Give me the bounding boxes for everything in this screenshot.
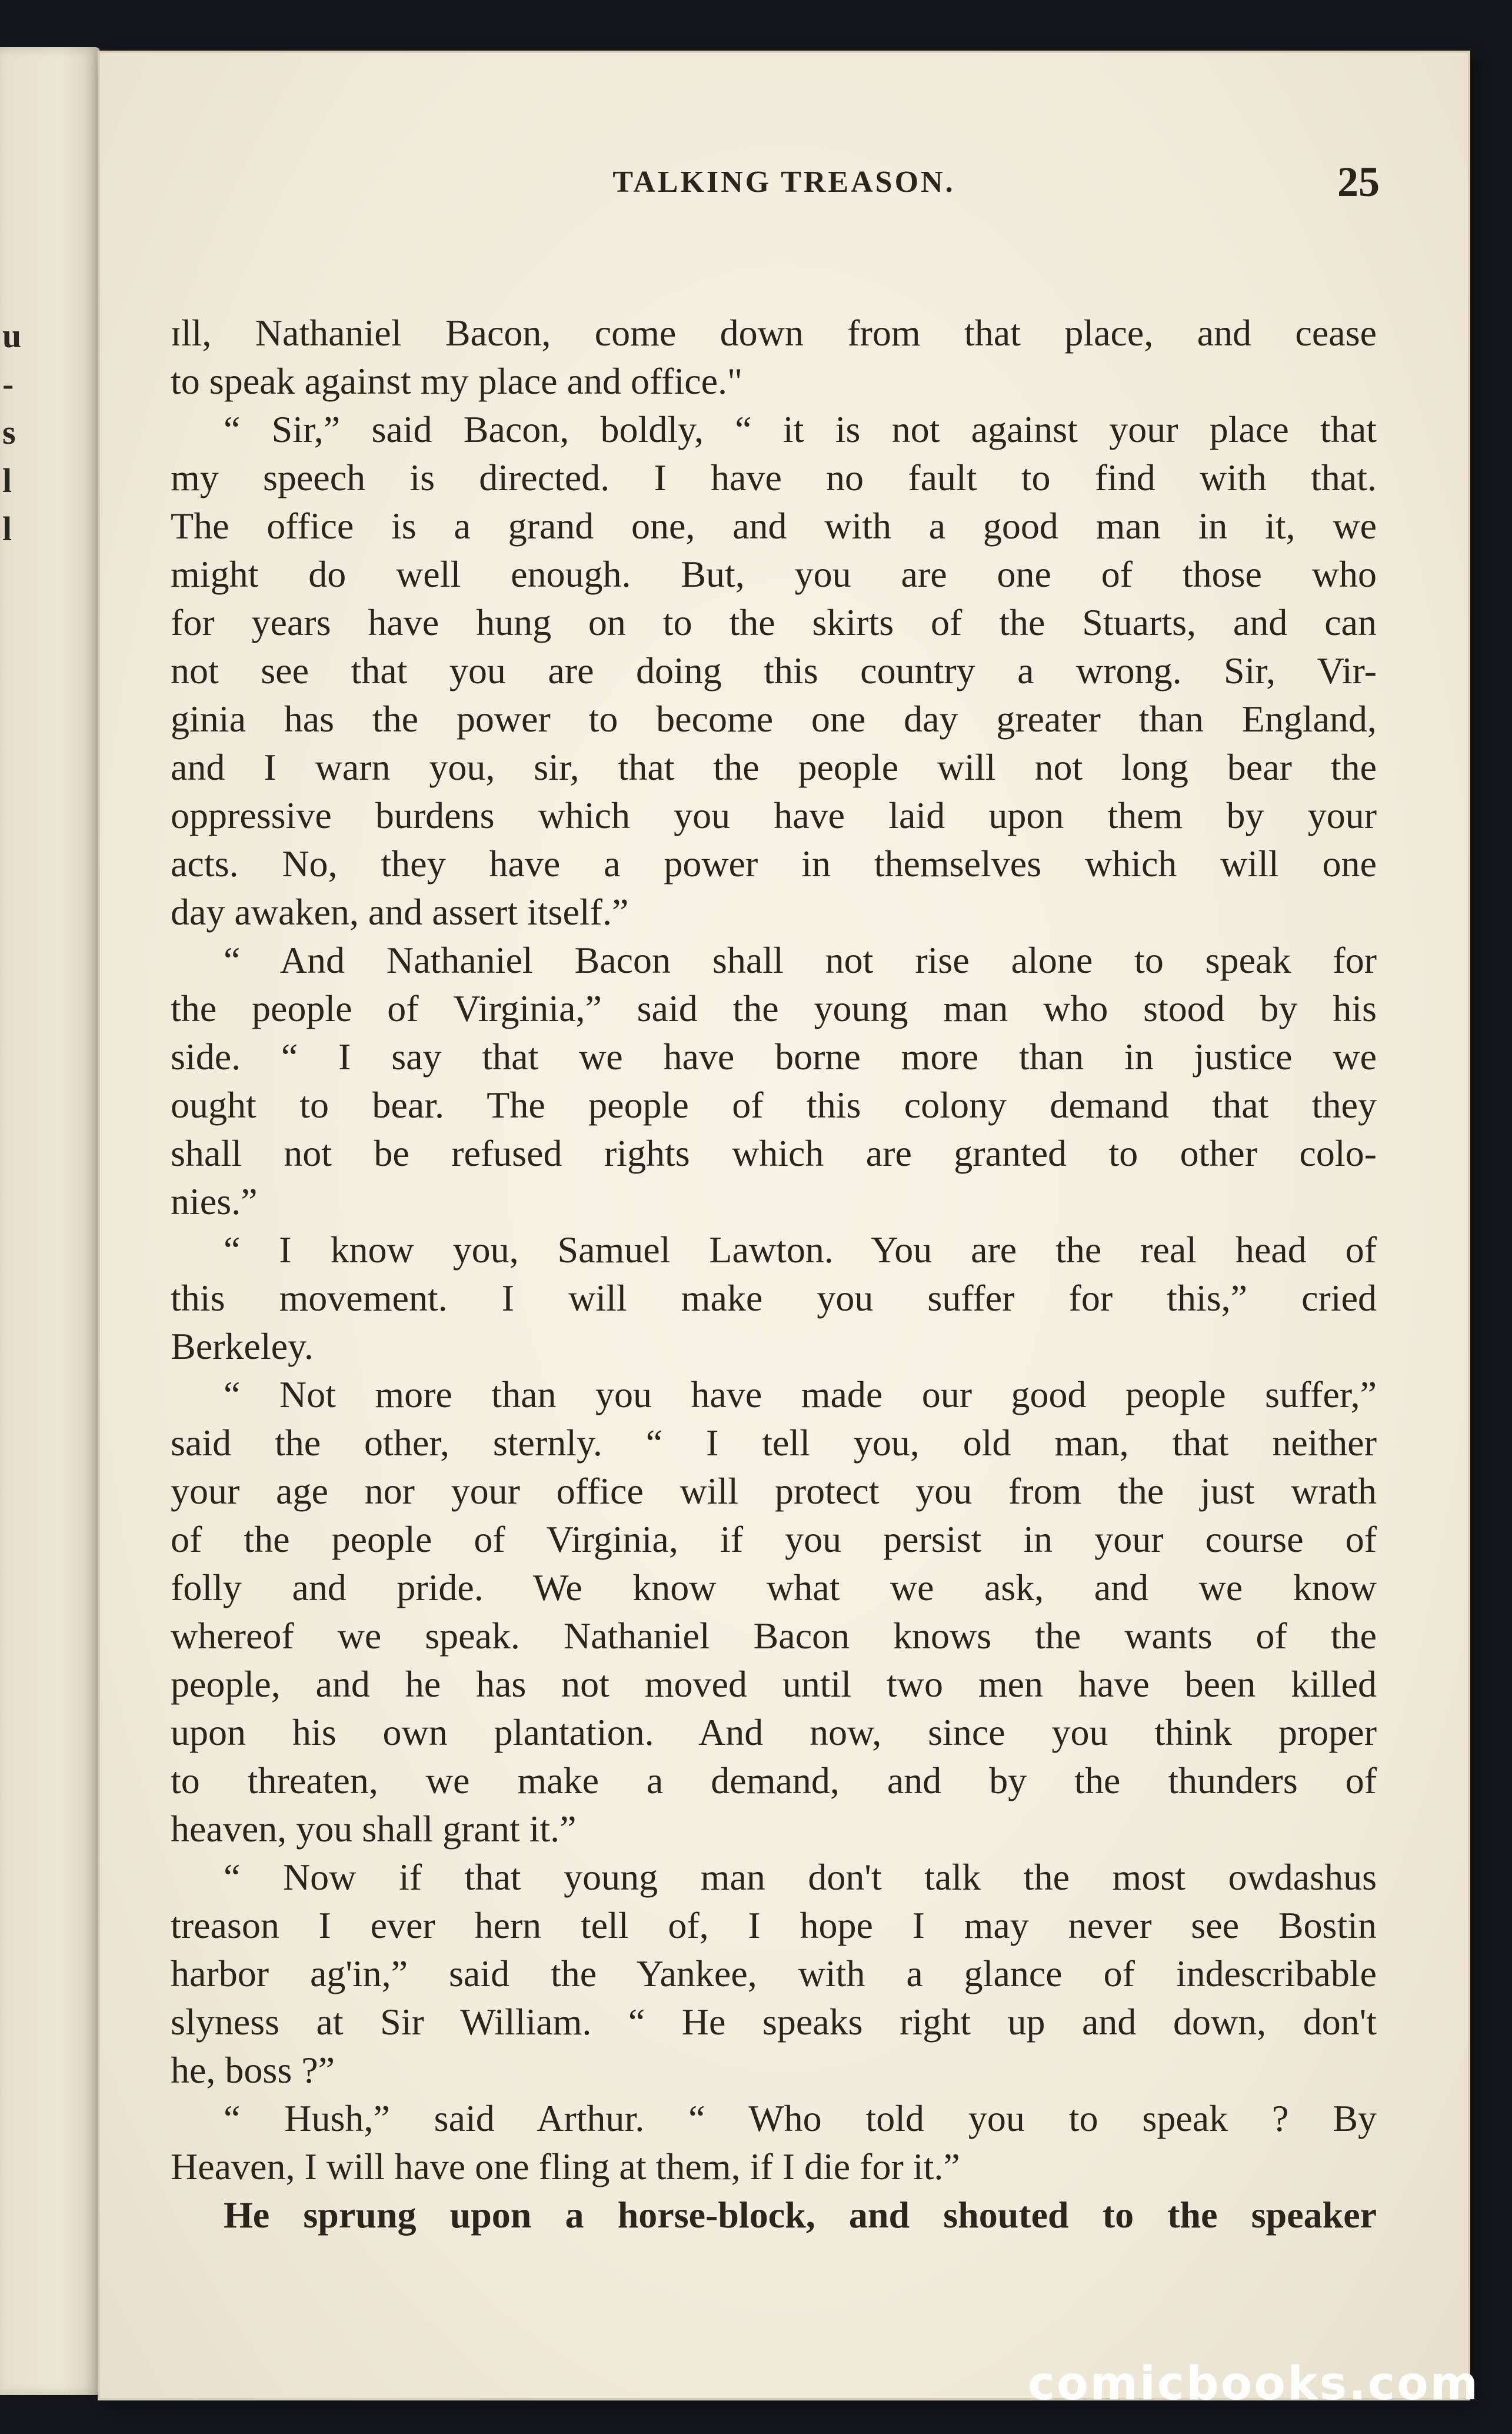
text-line: my speech is directed. I have no fault to find with that. [171,457,1377,498]
watermark-text: comicbooks.com [1027,2357,1480,2410]
text-line: ɪll, Nathaniel Bacon, come down from that place, and cease [171,312,1377,354]
book-page [100,53,1468,2398]
text-line: “ I know you, Samuel Lawton. You are the real head of [224,1229,1377,1271]
left-page-edge [0,47,100,2395]
left-fragment: - [2,365,14,403]
text-line: “ Sir,” said Bacon, boldly, “ it is not against your place that [224,408,1377,450]
left-fragment: l [2,461,12,500]
text-line: this movement. I will make you suffer for this,” cried [171,1277,1377,1319]
text-line: heaven, you shall grant it.” [171,1808,577,1850]
page-number: 25 [1337,158,1380,205]
page-body-text [171,309,1377,2239]
text-line: folly and pride. We know what we ask, and we know [171,1567,1377,1608]
text-line: slyness at Sir William. “ He speaks right up and down, don't [171,2001,1377,2043]
text-line: “ Now if that young man don't talk the most owdashus [224,1856,1377,1898]
text-line: nies.” [171,1181,258,1222]
text-line: Berkeley. [171,1325,314,1367]
text-line: of the people of Virginia, if you persist in your course of [171,1518,1377,1560]
text-line: and I warn you, sir, that the people will not long bear the [171,746,1377,788]
text-line: oppressive burdens which you have laid upon them by your [171,794,1377,836]
text-line: the people of Virginia,” said the young man who stood by his [171,987,1377,1029]
page-header [100,158,1468,218]
text-line: might do well enough. But, you are one of those who [171,553,1377,595]
text-line: Heaven, I will have one fling at them, if I die for it.” [171,2146,960,2187]
text-line: people, and he has not moved until two men have been killed [171,1663,1377,1705]
left-fragment: l [2,510,12,548]
text-line: treason I ever hern tell of, I hope I may never see Bostin [171,1904,1377,1946]
text-line: day awaken, and assert itself.” [171,891,629,933]
left-fragment: u [2,317,22,355]
text-line: for years have hung on to the skirts of the Stuarts, and can [171,601,1377,643]
running-head: TALKING TREASON. [612,165,955,199]
text-line: ought to bear. The people of this colony demand that they [171,1084,1377,1126]
text-line: he, boss ?” [171,2049,335,2091]
text-line: The office is a grand one, and with a good man in it, we [171,505,1377,547]
text-line: acts. No, they have a power in themselves which will one [171,843,1377,885]
text-line: “ Hush,” said Arthur. “ Who told you to speak ? By [224,2097,1377,2139]
left-page-text-fragments [0,312,24,553]
text-line: “ And Nathaniel Bacon shall not rise alone to speak for [224,939,1377,981]
text-line: whereof we speak. Nathaniel Bacon knows the wants of the [171,1615,1377,1657]
text-line: He sprung upon a horse-block, and shouted to the speaker [224,2194,1377,2236]
left-fragment: s [2,413,16,451]
text-line: shall not be refused rights which are granted to other colo- [171,1132,1377,1174]
text-line: side. “ I say that we have borne more than in justice we [171,1036,1377,1078]
text-line: your age nor your office will protect you from the just wrath [171,1470,1377,1512]
text-line: “ Not more than you have made our good people suffer,” [224,1374,1377,1415]
text-line: harbor ag'in,” said the Yankee, with a glance of indescribable [171,1953,1377,1994]
text-line: to speak against my place and office." [171,360,743,402]
text-line: to threaten, we make a demand, and by the thunders of [171,1760,1377,1801]
text-line: ginia has the power to become one day greater than England, [171,698,1377,740]
text-line: upon his own plantation. And now, since you think proper [171,1711,1377,1753]
text-line: not see that you are doing this country a wrong. Sir, Vir- [171,650,1377,691]
text-line: said the other, sternly. “ I tell you, old man, that neither [171,1422,1377,1464]
